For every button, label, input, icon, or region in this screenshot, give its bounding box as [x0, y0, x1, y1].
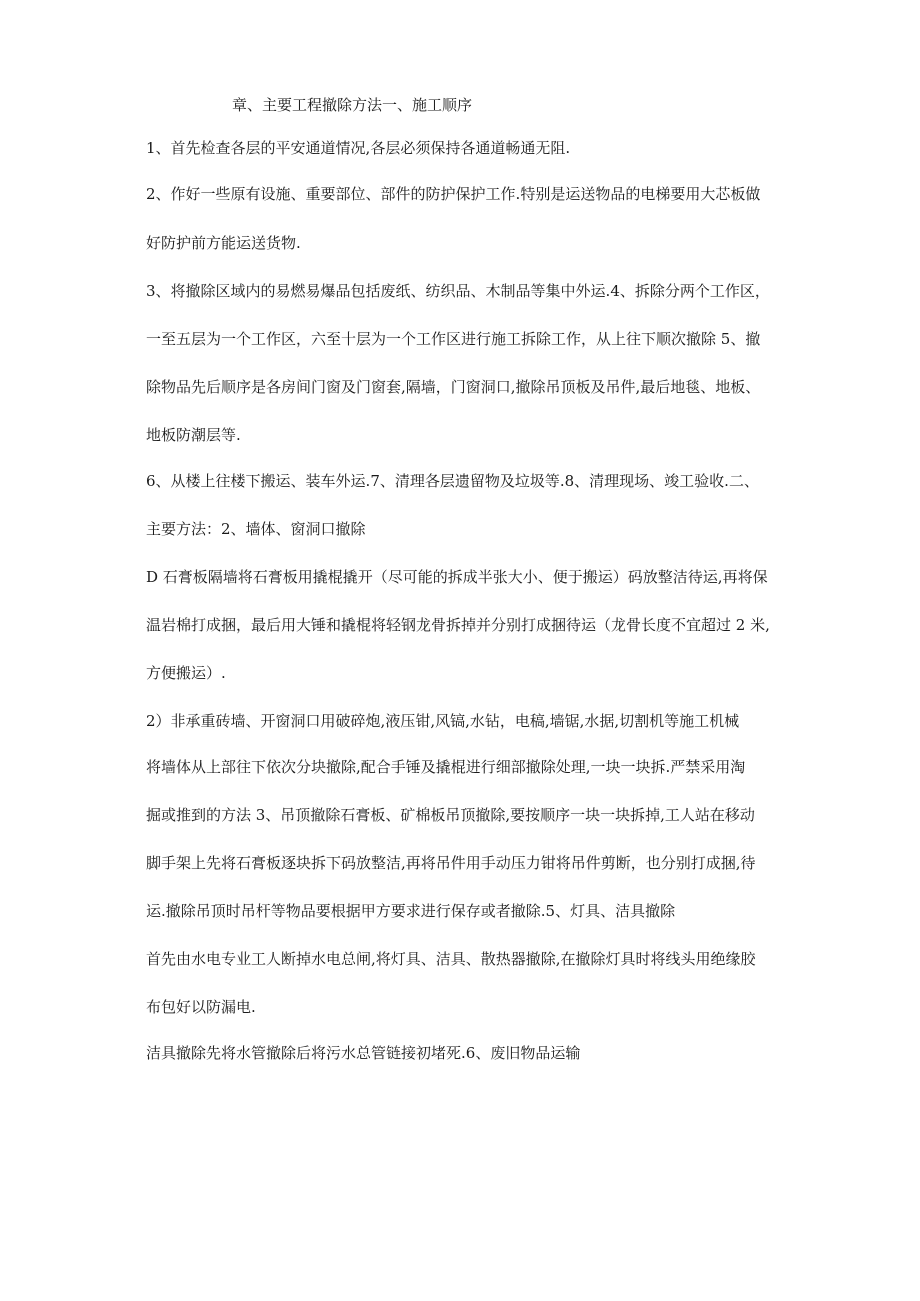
- paragraph-line-15: 掘或推到的方法 3、吊顶撤除石膏板、矿棉板吊顶撤除,要按顺序一块一块拆掉,工人站在移动: [146, 806, 755, 824]
- paragraph-line-1: 1、首先检查各层的平安通道情况,各层必须保持各通道畅通无阻.: [146, 139, 571, 157]
- paragraph-line-18: 首先由水电专业工人断掉水电总闸,将灯具、洁具、散热器撤除,在撤除灯具时将线头用绝缘胶: [146, 950, 756, 968]
- paragraph-line-17: 运.撤除吊顶时吊杆等物品要根据甲方要求进行保存或者撤除.5、灯具、洁具撤除: [146, 902, 676, 920]
- paragraph-line-14: 将墙体从上部往下依次分块撤除,配合手锤及撬棍进行细部撤除处理,一块一块拆.严禁采用淘: [146, 758, 746, 776]
- paragraph-line-13: 2）非承重砖墙、开窗洞口用破碎炮,液压钳,风镐,水钻，电稿,墙锯,水据,切割机等施工机械: [146, 712, 740, 730]
- paragraph-line-10: D 石膏板隔墙将石膏板用撬棍撬开（尽可能的拆成半张大小、便于搬运）码放整洁待运,再将保: [146, 568, 768, 586]
- paragraph-line-20: 洁具撤除先将水管撤除后将污水总管链接初堵死.6、废旧物品运输: [146, 1044, 581, 1062]
- paragraph-line-7: 地板防潮层等.: [146, 426, 241, 444]
- paragraph-line-5: 一至五层为一个工作区，六至十层为一个工作区进行施工拆除工作，从上往下顺次撤除 5、撤: [146, 330, 761, 348]
- paragraph-line-3: 好防护前方能运送货物.: [146, 234, 301, 252]
- paragraph-line-8: 6、从楼上往楼下搬运、装车外运.7、清理各层遗留物及垃圾等.8、清理现场、竣工验收.二、: [146, 472, 759, 490]
- paragraph-line-2: 2、作好一些原有设施、重要部位、部件的防护保护工作.特别是运送物品的电梯要用大芯板做: [146, 185, 761, 203]
- paragraph-line-16: 脚手架上先将石膏板逐块拆下码放整洁,再将吊件用手动压力钳将吊件剪断，也分别打成捆,待: [146, 854, 756, 872]
- section-title: 章、主要工程撤除方法一、施工顺序: [232, 96, 473, 114]
- paragraph-line-4: 3、将撤除区域内的易燃易爆品包括废纸、纺织品、木制品等集中外运.4、拆除分两个工作区，: [146, 282, 770, 300]
- paragraph-line-11: 温岩棉打成捆，最后用大锤和撬棍将轻钢龙骨拆掉并分别打成捆待运（龙骨长度不宜超过 2 米,: [146, 616, 770, 634]
- paragraph-line-12: 方便搬运）.: [146, 664, 226, 682]
- paragraph-line-6: 除物品先后顺序是各房间门窗及门窗套,隔墙，门窗洞口,撤除吊顶板及吊件,最后地毯、地板、: [146, 378, 761, 396]
- paragraph-line-9: 主要方法：2、墙体、窗洞口撤除: [146, 520, 366, 538]
- paragraph-line-19: 布包好以防漏电.: [146, 998, 256, 1016]
